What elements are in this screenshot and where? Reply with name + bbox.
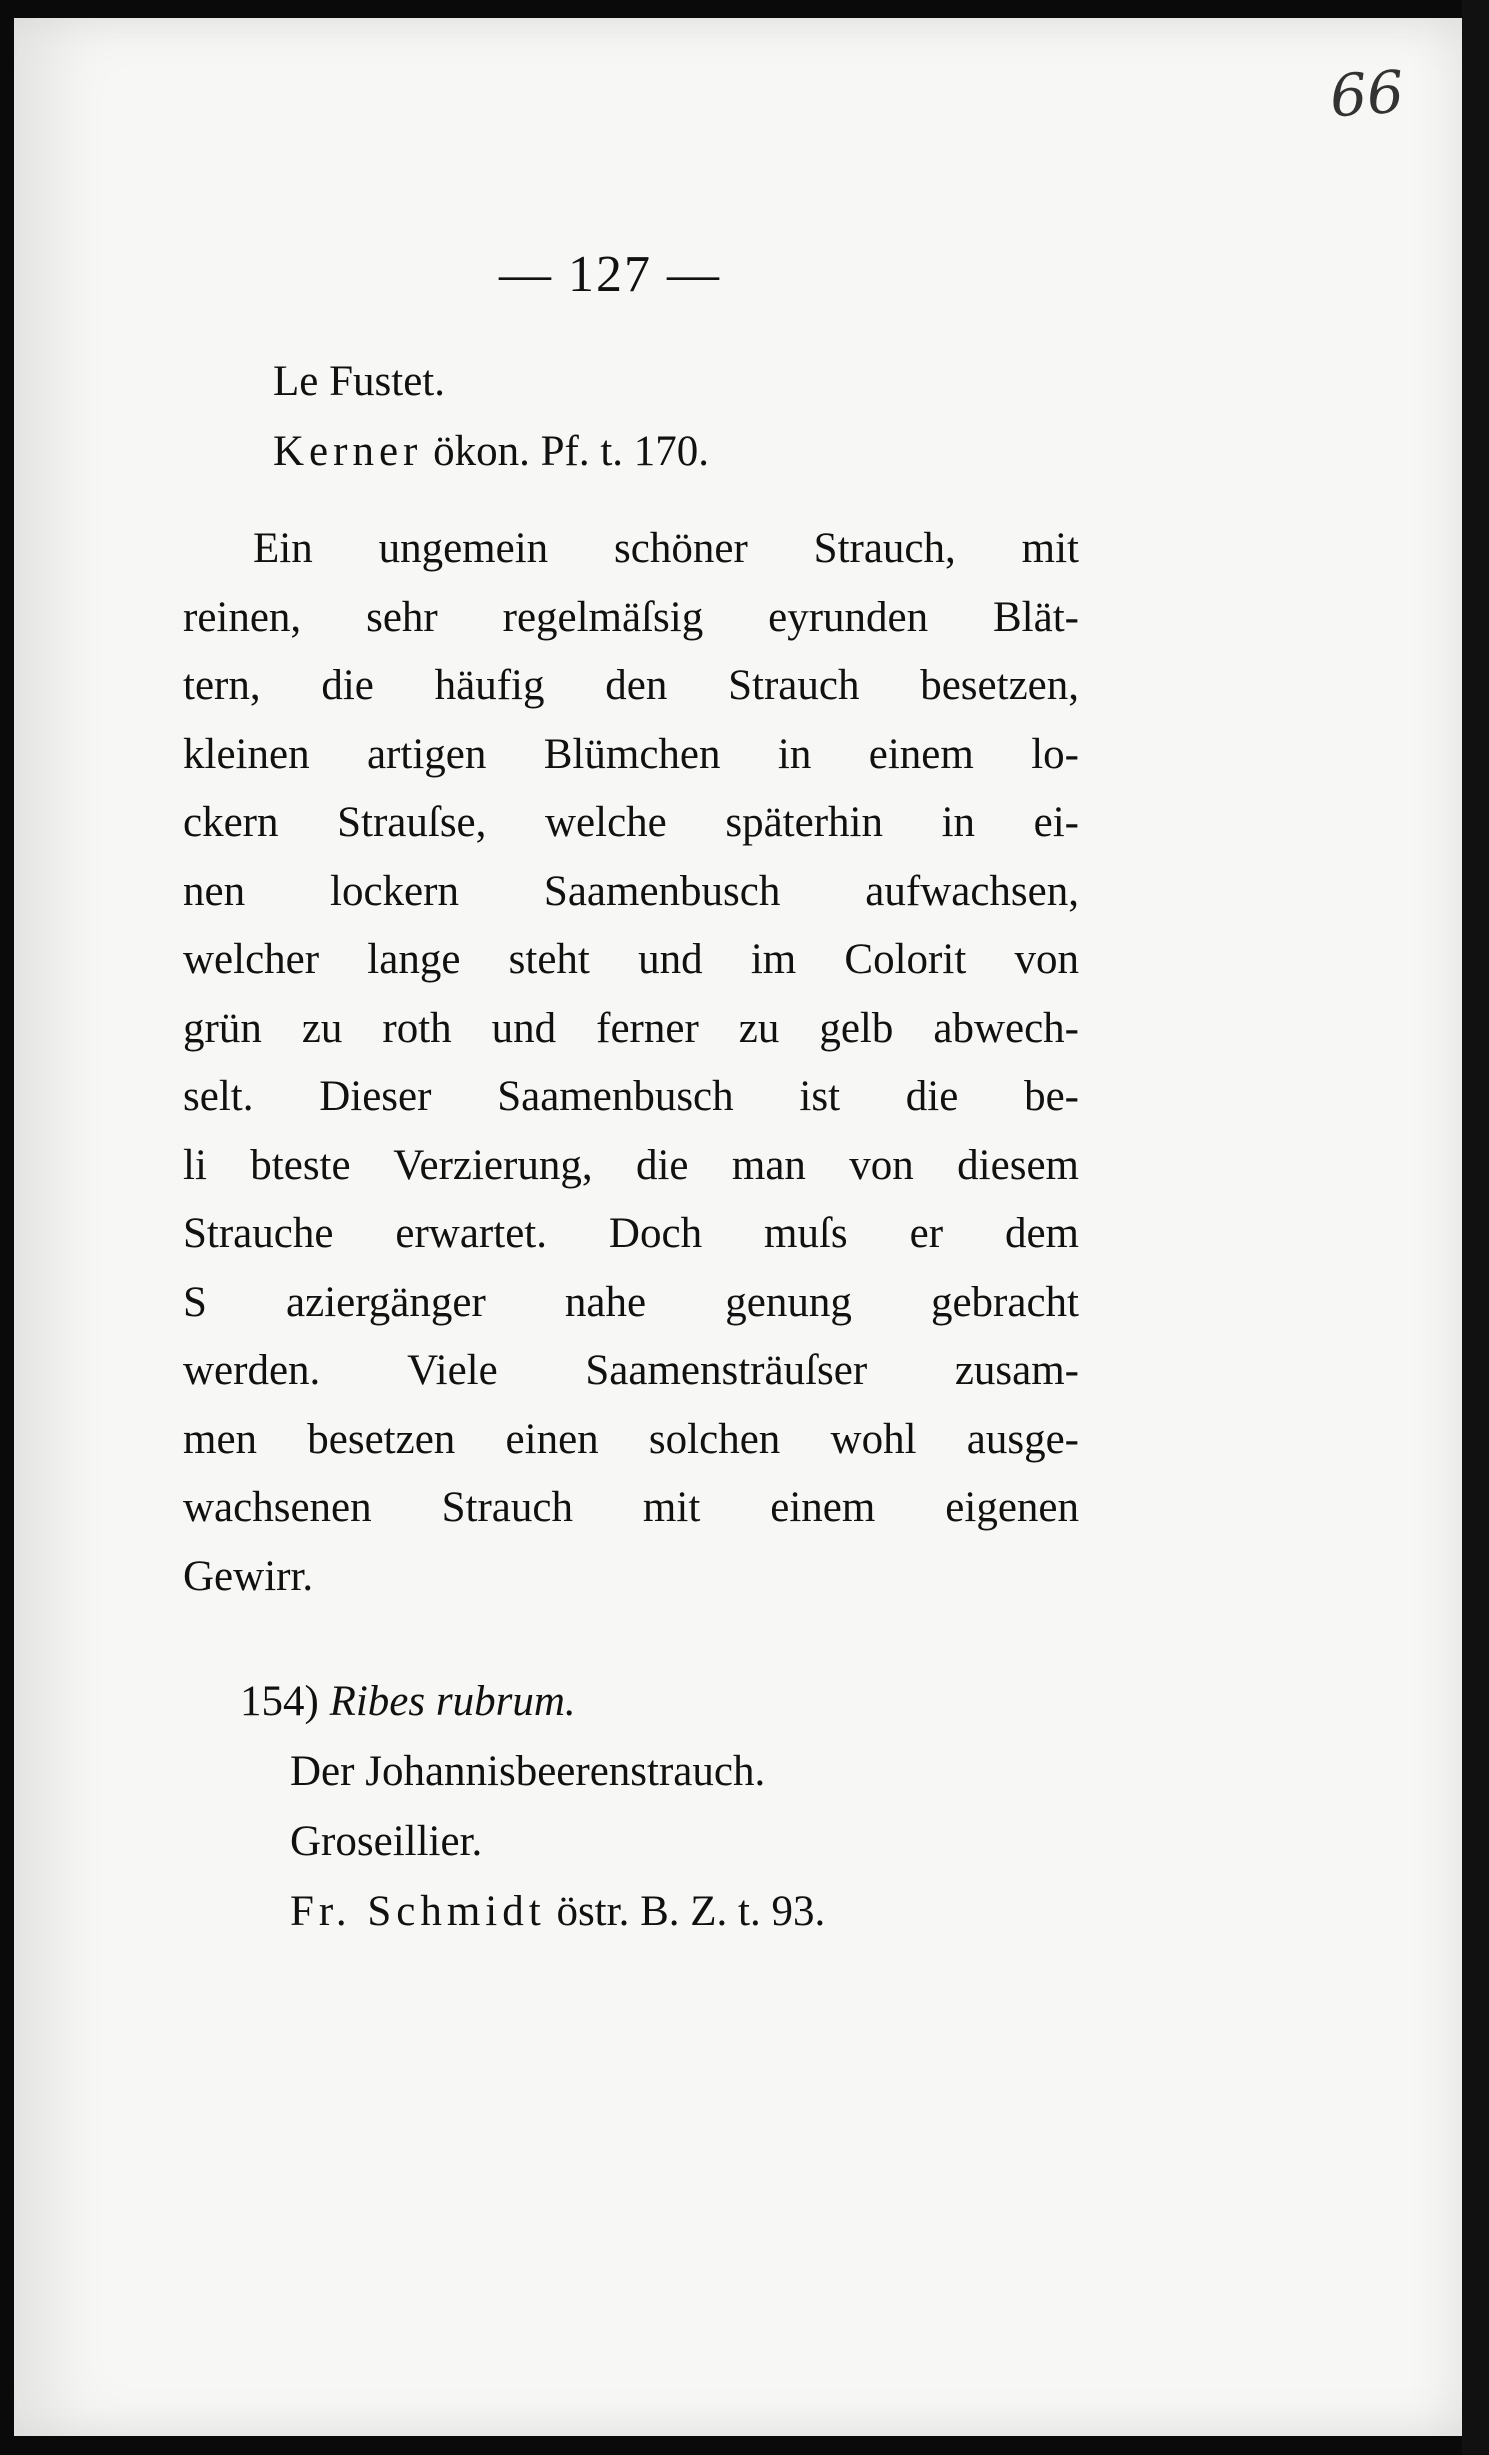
paragraph-line: kleinen artigen Blümchen in einem lo- (183, 730, 1079, 778)
entry-prev-name: Le Fustet. (273, 358, 445, 405)
paragraph-line: ckern Strauſse, welche späterhin in ei- (183, 799, 1079, 846)
paragraph-line: wachsenen Strauch mit einem eigenen (183, 1484, 1079, 1531)
entry-next-heading (240, 1680, 576, 1723)
paragraph-line: tern, die häufig den Strauch besetzen, (183, 662, 1079, 709)
entry-next-reference (290, 1890, 825, 1933)
paragraph-line: selt. Dieser Saamenbusch ist die be- (183, 1073, 1079, 1120)
paragraph-line: reinen, sehr regelmäſsig eyrunden Blät- (183, 593, 1079, 641)
paragraph-line: S aziergänger nahe genung gebracht (183, 1278, 1079, 1326)
paragraph-line: welcher lange steht und im Colorit von (183, 936, 1079, 983)
paragraph-line: li btеste Verzierung, die man von diesem (183, 1141, 1079, 1189)
paragraph-line: men besetzen einen solchen wohl ausge- (183, 1415, 1079, 1463)
reference-author: Kerner (273, 428, 423, 475)
entry-prev-reference (273, 430, 709, 473)
french-name: Groseillier. (290, 1818, 483, 1865)
pencil-page-mark: 66 (1327, 57, 1407, 131)
entry-number: 154) (240, 1678, 319, 1725)
page-number-header: — 127 — (499, 246, 721, 303)
reference-detail: ökon. Pf. t. 170. (433, 428, 710, 475)
paragraph-line: nen lockern Saamenbusch aufwachsen, (183, 867, 1079, 915)
paragraph-line: werden. Viele Saamensträuſser zusam- (183, 1347, 1079, 1394)
reference-detail: östr. B. Z. t. 93. (556, 1888, 826, 1935)
german-name: Der Johannisbeerenstrauch. (290, 1748, 766, 1795)
paragraph-line: Gewirr. (183, 1552, 314, 1600)
latin-name: Ribes rubrum. (329, 1678, 576, 1725)
description-paragraph (183, 515, 1079, 1611)
reference-author: Fr. Schmidt (290, 1888, 546, 1935)
paragraph-line: Ein ungemein schöner Strauch, mit (253, 525, 1079, 572)
paragraph-line: grün zu roth und ferner zu gelb abwech- (183, 1004, 1079, 1052)
paragraph-line: Strauche erwartet. Doch muſs er dem (183, 1210, 1079, 1257)
scan-edge (1462, 0, 1489, 2455)
